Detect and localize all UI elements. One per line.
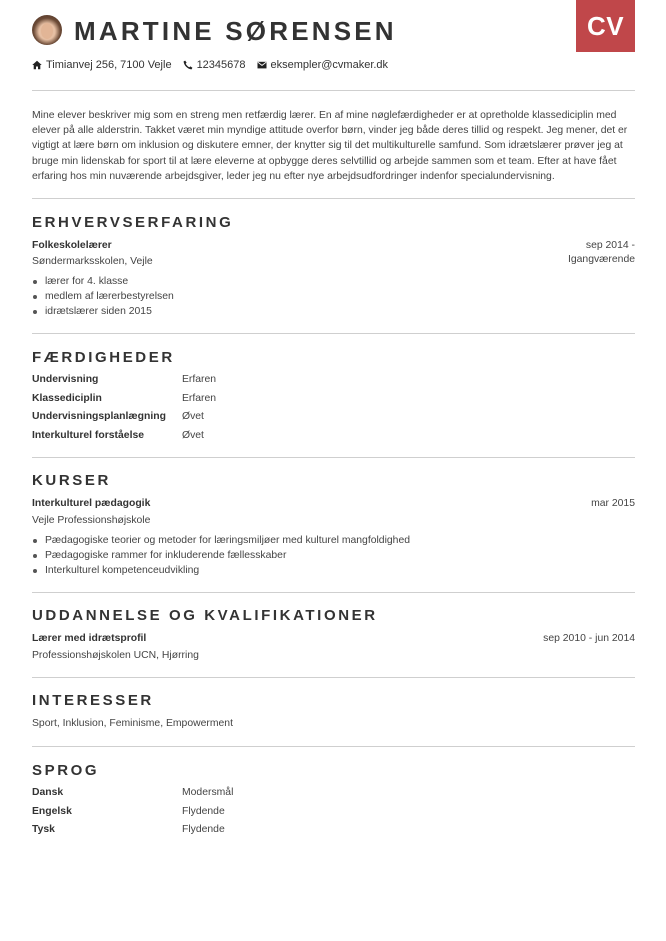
section-title-languages: SPROG <box>32 762 100 779</box>
skill-level: Øvet <box>182 429 204 441</box>
education-school: Professionshøjskolen UCN, Hjørring <box>32 650 199 661</box>
avatar <box>32 15 62 45</box>
email-text[interactable]: eksempler@cvmaker.dk <box>270 59 389 71</box>
languages-list <box>32 784 233 840</box>
language-row <box>32 821 233 840</box>
list-item: Pædagogiske rammer for inkluderende fællesskaber <box>32 548 410 563</box>
interests-text: Sport, Inklusion, Feminisme, Empowerment <box>32 718 233 729</box>
course-provider: Vejle Professionshøjskole <box>32 515 151 526</box>
list-item: medlem af lærerbestyrelsen <box>32 289 174 304</box>
list-item: lærer for 4. klasse <box>32 274 174 289</box>
divider <box>32 198 635 199</box>
section-title-courses: KURSER <box>32 472 111 489</box>
contact-line <box>32 59 388 71</box>
divider <box>32 677 635 678</box>
contact-email <box>257 59 389 71</box>
language-name: Engelsk <box>32 805 72 817</box>
contact-address <box>32 59 172 71</box>
language-level: Flydende <box>182 805 225 817</box>
skill-level: Erfaren <box>182 392 217 404</box>
mail-icon <box>257 60 267 70</box>
language-row <box>32 803 233 822</box>
section-title-skills: FÆRDIGHEDER <box>32 349 175 366</box>
section-title-education: UDDANNELSE OG KVALIFIKATIONER <box>32 607 378 624</box>
skill-level: Erfaren <box>182 374 217 385</box>
skill-name: Undervisningsplanlægning <box>32 411 166 422</box>
course-name: Interkulturel pædagogik <box>32 498 151 509</box>
profile-summary: Mine elever beskriver mig som en streng men retfærdig lærer. En af mine nøglefærdigheder er at opretholde klassediciplin med elever på alle alderstrin. Takket været min myndige attitude overfor børn, vinder jeg både deres tillid og respekt. Jeg mener, det er vigtigt at lære børn om inklusion og diskutere emner, der knytter sig til det multikulturelle samfund. Som idrætslærer prøver jeg at bruge min lidenskab for sport til at lære eleverne at opbygge deres selvtillid og arbejde sammen som et team. Efter at have fået erfaring hos min nuværende arbejdsgiver, leder jeg nu efter nye arbejdsudfordringer indenfor specialundervisning. <box>32 110 628 182</box>
skill-name: Interkulturel forståelse <box>32 429 145 441</box>
contact-phone <box>183 59 246 71</box>
skill-level: Øvet <box>182 411 204 422</box>
language-name: Tysk <box>32 824 55 835</box>
list-item: idrætslærer siden 2015 <box>32 304 174 319</box>
divider <box>32 746 635 747</box>
section-title-interests: INTERESSER <box>32 692 154 709</box>
language-row <box>32 784 233 803</box>
language-level: Flydende <box>182 824 225 835</box>
language-level: Modersmål <box>182 787 234 798</box>
phone-text: 12345678 <box>196 59 246 71</box>
job-employer: Søndermarksskolen, Vejle <box>32 256 153 267</box>
divider <box>32 90 635 91</box>
course-date: mar 2015 <box>591 498 635 509</box>
skill-row <box>32 371 216 390</box>
list-item: Interkulturel kompetenceudvikling <box>32 563 410 578</box>
skills-list <box>32 371 216 445</box>
skill-name: Undervisning <box>32 374 99 385</box>
divider <box>32 592 635 593</box>
skill-row <box>32 427 216 446</box>
section-title-experience: ERHVERVSERFARING <box>32 214 234 231</box>
cv-header <box>32 14 635 84</box>
avatar-face <box>41 23 53 39</box>
job-date-end: Igangværende <box>567 254 635 265</box>
divider <box>32 457 635 458</box>
job-title: Folkeskolelærer <box>32 240 112 251</box>
course-bullets <box>32 533 410 578</box>
skill-row <box>32 390 216 409</box>
job-date-start: sep 2014 - <box>585 240 635 251</box>
address-text: Timianvej 256, 7100 Vejle <box>46 59 172 71</box>
education-date: sep 2010 - jun 2014 <box>543 633 635 644</box>
phone-icon <box>183 60 193 70</box>
home-icon <box>32 60 42 70</box>
education-degree: Lærer med idrætsprofil <box>32 633 147 644</box>
skill-name: Klassediciplin <box>32 392 102 404</box>
list-item: Pædagogiske teorier og metoder for læringsmiljøer med kulturel mangfoldighed <box>32 533 410 548</box>
divider <box>32 333 635 334</box>
person-name: MARTINE SØRENSEN <box>74 16 397 46</box>
job-bullets <box>32 274 174 319</box>
language-name: Dansk <box>32 787 64 798</box>
cv-logo: CV <box>576 0 635 52</box>
skill-row <box>32 408 216 427</box>
